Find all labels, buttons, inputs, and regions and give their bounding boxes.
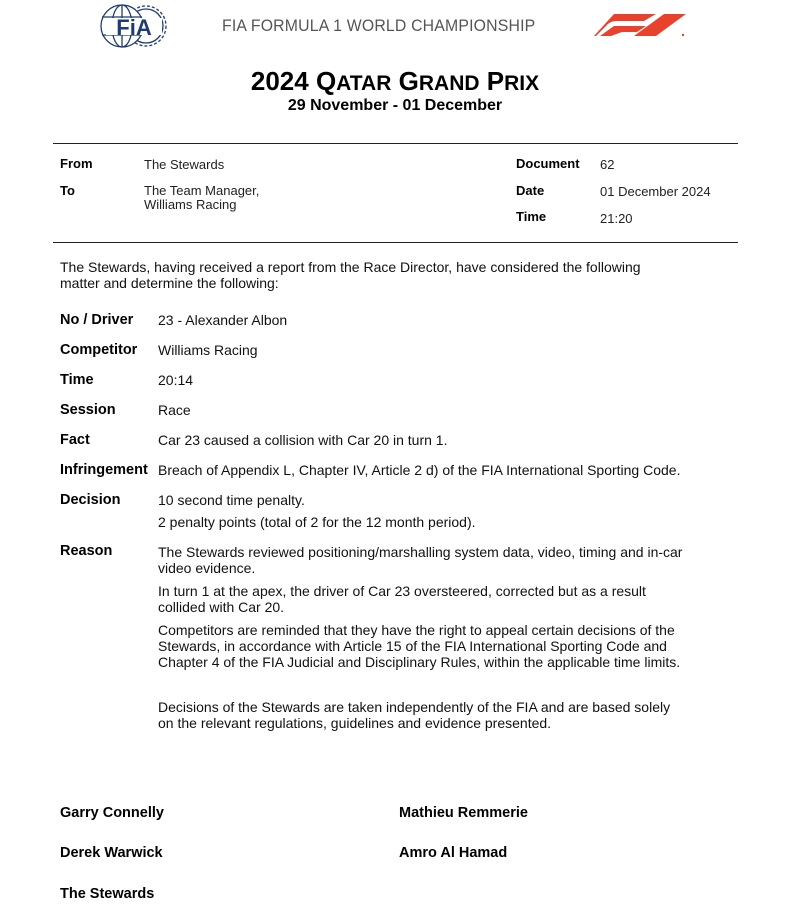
event-title-q: Q: [315, 66, 337, 96]
to-label: To: [60, 183, 75, 198]
f1-logo: [594, 12, 690, 40]
event-dates: 29 November - 01 December: [287, 97, 503, 114]
from-label: From: [60, 156, 93, 171]
document-value: 62: [600, 157, 615, 172]
independence-line2: on the relevant regulations, guidelines and evidence presented.: [158, 715, 552, 731]
decision-line1: 10 second time penalty.: [158, 492, 305, 508]
driver-value: 23 - Alexander Albon: [158, 312, 288, 328]
event-title-p: P: [486, 66, 505, 96]
decision-label: Decision: [60, 492, 121, 508]
event-title: [0, 66, 790, 97]
date-value: 01 December 2024: [600, 184, 711, 199]
appeal-line3: Chapter 4 of the FIA Judicial and Disciplinary Rules, within the applicable time limits.: [158, 654, 681, 670]
signature-footer: The Stewards: [60, 886, 155, 902]
event-title-g: G: [398, 66, 419, 96]
independence-notice: [158, 699, 738, 731]
reason-p1-line1: The Stewards reviewed positioning/marshalling system data, video, timing and in-car: [158, 544, 683, 560]
session-value: Race: [158, 402, 191, 418]
time-label: Time: [516, 209, 547, 224]
reason-p1-line2: video evidence.: [158, 560, 256, 576]
date-label: Date: [516, 183, 545, 198]
incident-time-label: Time: [60, 372, 94, 388]
reason-p2-line1: In turn 1 at the apex, the driver of Car 23 oversteered, corrected but as a result: [158, 583, 646, 599]
steward-name: Derek Warwick: [60, 845, 163, 861]
reason-p2-line2: collided with Car 20.: [158, 599, 285, 615]
competitor-value: Williams Racing: [158, 342, 258, 358]
championship-title: FIA FORMULA 1 WORLD CHAMPIONSHIP: [222, 16, 536, 35]
decision-line2: 2 penalty points (total of 2 for the 12 month period).: [158, 514, 476, 530]
fia-logo-text: FiA: [116, 15, 152, 40]
intro-line1: The Stewards, having received a report from the Race Director, have considered the following: [60, 259, 641, 275]
reason-paragraph-1: [158, 544, 738, 576]
from-value: The Stewards: [144, 157, 225, 172]
appeal-notice: [158, 622, 738, 670]
document-label: Document: [516, 156, 580, 171]
to-value-line1: The Team Manager,: [144, 183, 260, 198]
incident-time-value: 20:14: [158, 372, 194, 388]
reason-paragraph-2: [158, 583, 738, 615]
divider-bottom: [53, 242, 738, 243]
reason-label: Reason: [60, 543, 113, 559]
event-title-atar: ATAR: [336, 72, 392, 95]
infringement-label: Infringement: [60, 462, 148, 478]
event-title-rix: RIX: [504, 72, 540, 95]
competitor-label: Competitor: [60, 342, 138, 358]
to-value-line2: Williams Racing: [144, 197, 237, 212]
independence-line1: Decisions of the Stewards are taken independently of the FIA and are based solely: [158, 699, 671, 715]
event-title-rand: RAND: [418, 72, 480, 95]
infringement-value: Breach of Appendix L, Chapter IV, Article 2 d) of the FIA International Sporting Code.: [158, 462, 681, 478]
divider-top: [53, 143, 738, 144]
appeal-line1: Competitors are reminded that they have the right to appeal certain decisions of the: [158, 622, 675, 638]
intro-line2: matter and determine the following:: [60, 275, 279, 291]
fact-label: Fact: [60, 432, 90, 448]
intro-paragraph: [60, 259, 740, 291]
event-title-year: 2024: [250, 66, 309, 96]
fact-value: Car 23 caused a collision with Car 20 in turn 1.: [158, 432, 448, 448]
steward-name: Amro Al Hamad: [399, 845, 508, 861]
steward-name: Mathieu Remmerie: [399, 805, 528, 821]
fia-logo: [100, 3, 168, 49]
driver-label: No / Driver: [60, 312, 134, 328]
appeal-line2: Stewards, in accordance with Article 15 of the FIA International Sporting Code and: [158, 638, 667, 654]
to-value: [144, 184, 259, 212]
steward-name: Garry Connelly: [60, 805, 164, 821]
time-value: 21:20: [600, 211, 633, 226]
session-label: Session: [60, 402, 116, 418]
